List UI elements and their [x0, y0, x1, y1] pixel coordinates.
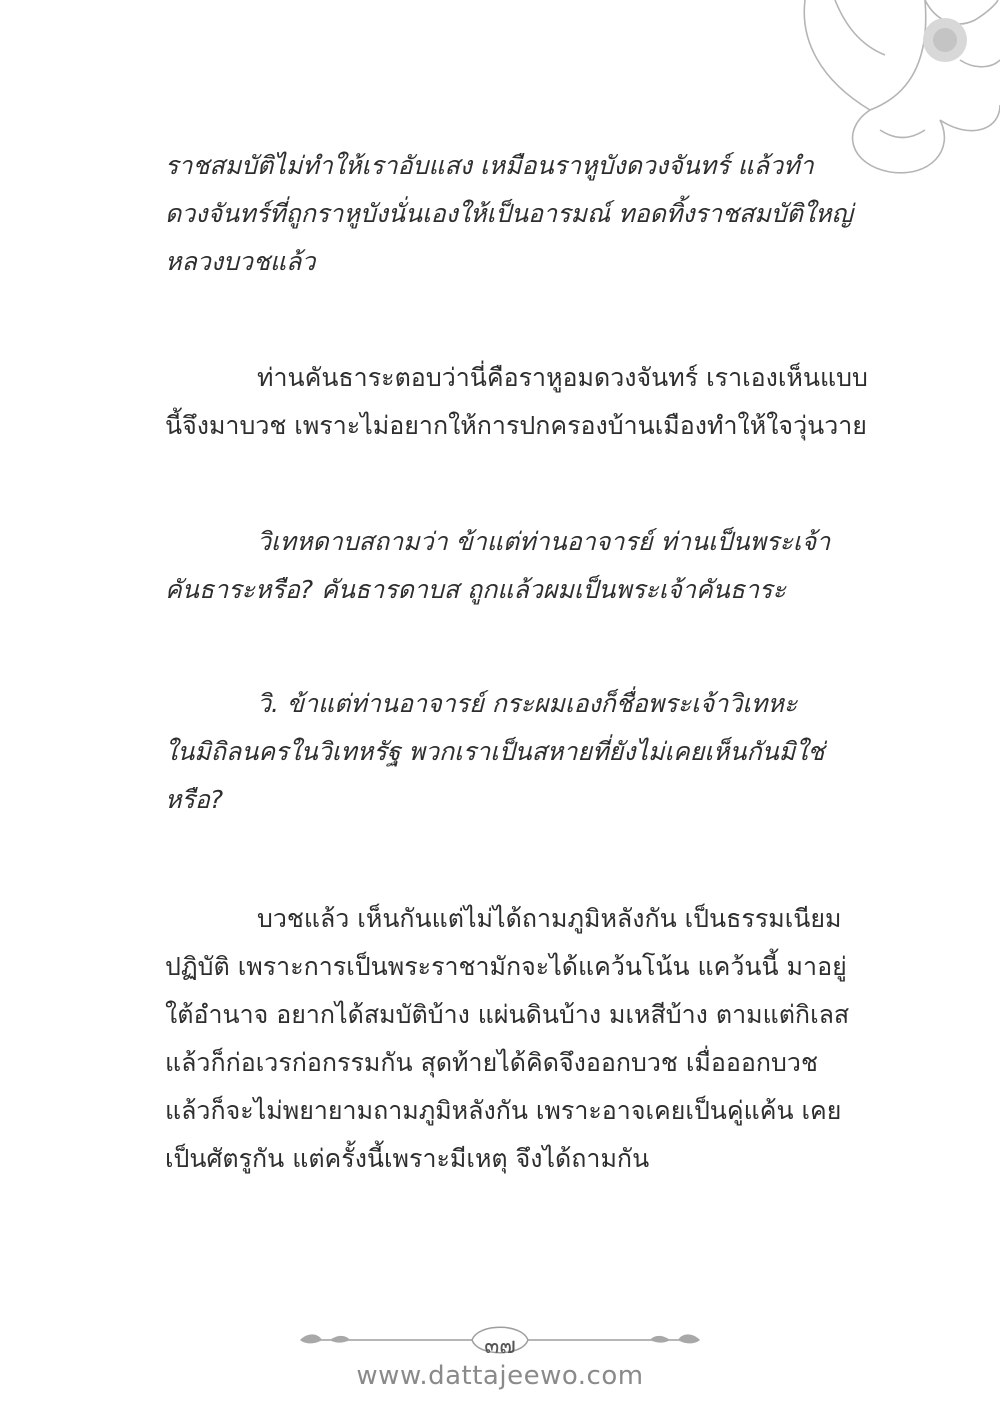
paragraph-line: เป็นศัตรูกัน แต่ครั้งนี้เพราะมีเหตุ จึงได้ถามกัน — [165, 1144, 650, 1173]
paragraph-line: วิเทหดาบสถามว่า ข้าแต่ท่านอาจารย์ ท่านเป็นพระเจ้า — [257, 527, 831, 556]
paragraph-4 — [165, 680, 880, 824]
paragraph-1 — [165, 142, 880, 286]
paragraph-3 — [165, 518, 880, 614]
paragraph-line: ปฏิบัติ เพราะการเป็นพระราชามักจะได้แคว้นโน้น แคว้นนี้ มาอยู่ — [165, 952, 847, 981]
paragraph-line: ใต้อำนาจ อยากได้สมบัติบ้าง แผ่นดินบ้าง มเหสีบ้าง ตามแต่กิเลส — [165, 1000, 850, 1029]
page-footer — [0, 1318, 1000, 1408]
paragraph-line: หลวงบวชแล้ว — [165, 247, 316, 276]
paragraph-line: บวชแล้ว เห็นกันแต่ไม่ได้ถามภูมิหลังกัน เป็นธรรมเนียม — [257, 904, 842, 933]
page-number: ๓๗ — [484, 1334, 516, 1359]
paragraph-line: วิ. ข้าแต่ท่านอาจารย์ กระผมเองก็ชื่อพระเจ้าวิเทหะ — [257, 689, 798, 718]
paragraph-line: นี้จึงมาบวช เพราะไม่อยากให้การปกครองบ้านเมืองทำให้ใจวุ่นวาย — [165, 411, 867, 440]
page-body — [165, 140, 880, 1183]
paragraph-line: ดวงจันทร์ที่ถูกราหูบังนั่นเองให้เป็นอารมณ์ ทอดทิ้งราชสมบัติใหญ่ — [165, 199, 853, 228]
paragraph-line: ในมิถิลนครในวิเทหรัฐ พวกเราเป็นสหายที่ยังไม่เคยเห็นกันมิใช่ — [165, 737, 825, 766]
paragraph-line: หรือ? — [165, 785, 224, 814]
paragraph-line: แล้วก็ก่อเวรก่อกรรมกัน สุดท้ายได้คิดจึงออกบวช เมื่อออกบวช — [165, 1048, 818, 1077]
paragraph-line: ราชสมบัติไม่ทำให้เราอับแสง เหมือนราหูบังดวงจันทร์ แล้วทำ — [165, 151, 814, 180]
website-url: www.dattajeewo.com — [356, 1361, 644, 1391]
paragraph-2 — [165, 354, 880, 450]
paragraph-line: ท่านคันธาระตอบว่านี่คือราหูอมดวงจันทร์ เราเองเห็นแบบ — [257, 363, 868, 392]
paragraph-5 — [165, 895, 880, 1183]
paragraph-line: แล้วก็จะไม่พยายามถามภูมิหลังกัน เพราะอาจเคยเป็นคู่แค้น เคย — [165, 1096, 842, 1125]
paragraph-line: คันธาระหรือ? คันธารดาบส ถูกแล้วผมเป็นพระเจ้าคันธาระ — [165, 575, 786, 604]
